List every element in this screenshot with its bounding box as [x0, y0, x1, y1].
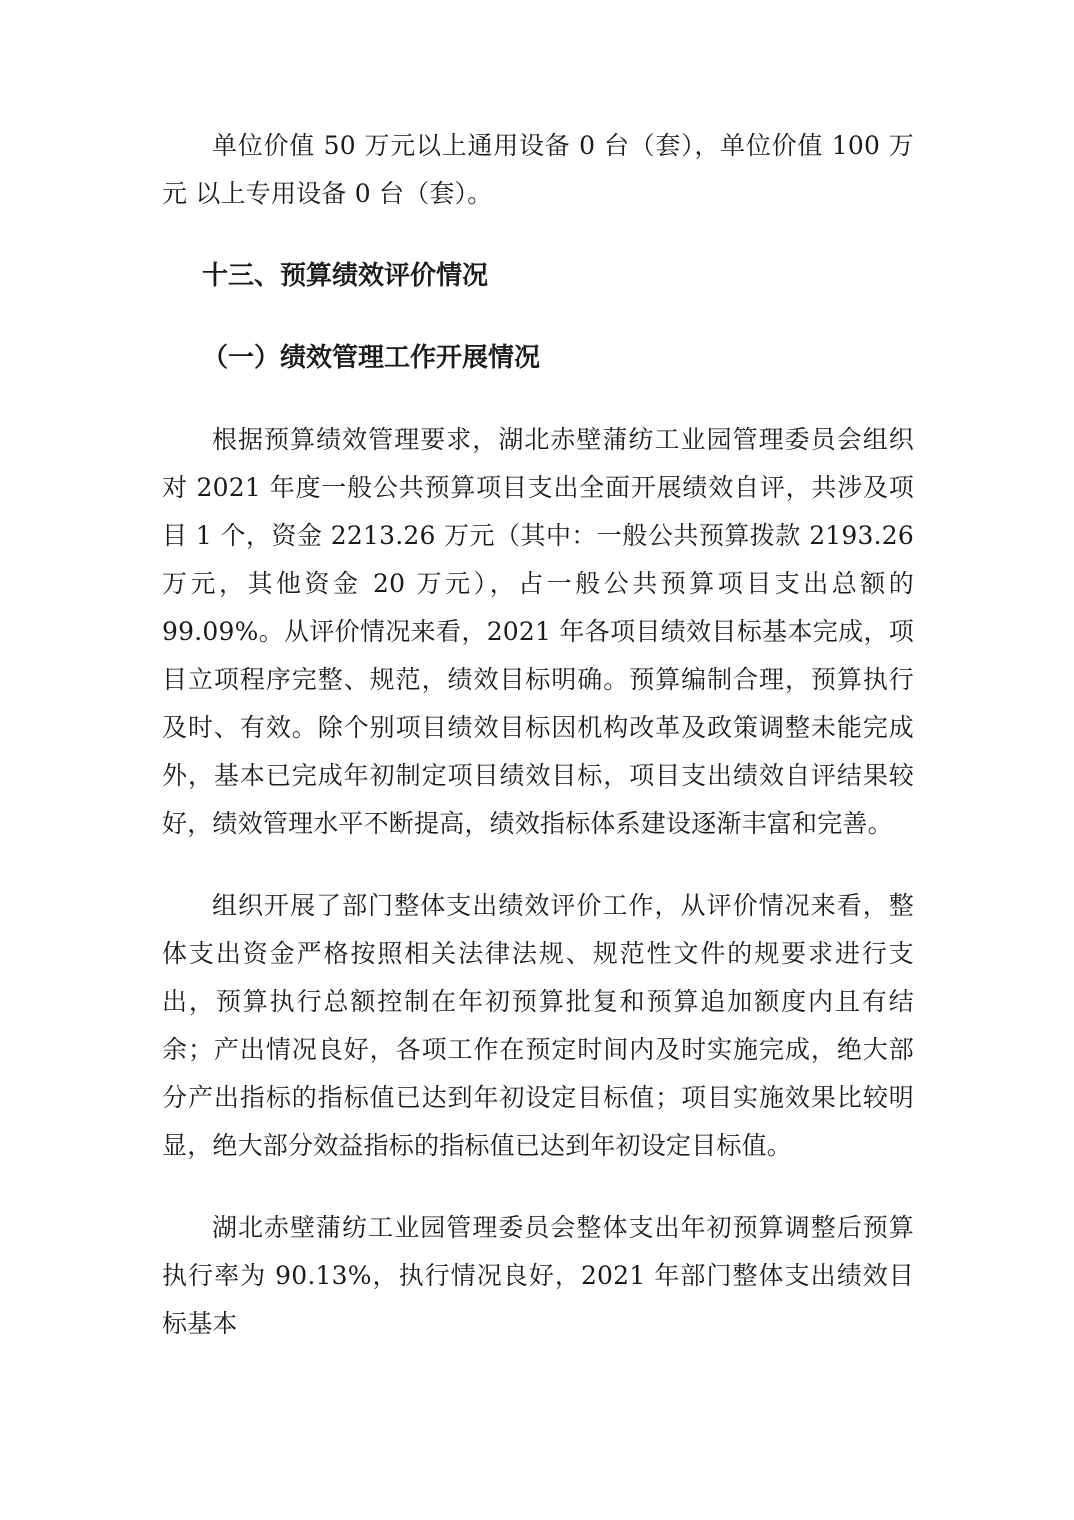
subsection-heading: （一）绩效管理工作开展情况: [202, 343, 541, 373]
paragraph-budget-evaluation: 根据预算绩效管理要求，湖北赤壁蒲纺工业园管理委员会组织对 2021 年度一般公共预算项目支出全面开展绩效自评，共涉及项目 1 个，资金 2213.26 万元（其中：一般公共预算拨款 2193.26 万元，其他资金 20 万元），占一般公共预算项目支出总额的 99.09%。从评价情况来看，2021 年各项目绩效目标基本完成，项目立项程序完整、规范，绩效目标明确。预算编制合理，预算执行及时、有效。除个别项目绩效目标因机构改革及政策调整未能完成外，基本已完成年初制定项目绩效目标，项目支出绩效自评结果较好，绩效管理水平不断提高，绩效指标体系建设逐渐丰富和完善。: [162, 425, 914, 838]
paragraph-equipment: 单位价值 50 万元以上通用设备 0 台（套），单位价值 100 万元 以上专用设备 0 台（套）。: [162, 131, 914, 208]
paragraph-execution-rate: 湖北赤壁蒲纺工业园管理委员会整体支出年初预算调整后预算执行率为 90.13%，执行情况良好，2021 年部门整体支出绩效目标基本: [162, 1213, 914, 1338]
section-heading: 十三、预算绩效评价情况: [202, 261, 489, 291]
document-page: [162, 122, 914, 1348]
paragraph-organization-evaluation: 组织开展了部门整体支出绩效评价工作，从评价情况来看，整体支出资金严格按照相关法律法规、规范性文件的规要求进行支出，预算执行总额控制在年初预算批复和预算追加额度内且有结余；产出情况良好，各项工作在预定时间内及时实施完成，绝大部分产出指标的指标值已达到年初设定目标值；项目实施效果比较明显，绝大部分效益指标的指标值已达到年初设定目标值。: [162, 891, 914, 1160]
